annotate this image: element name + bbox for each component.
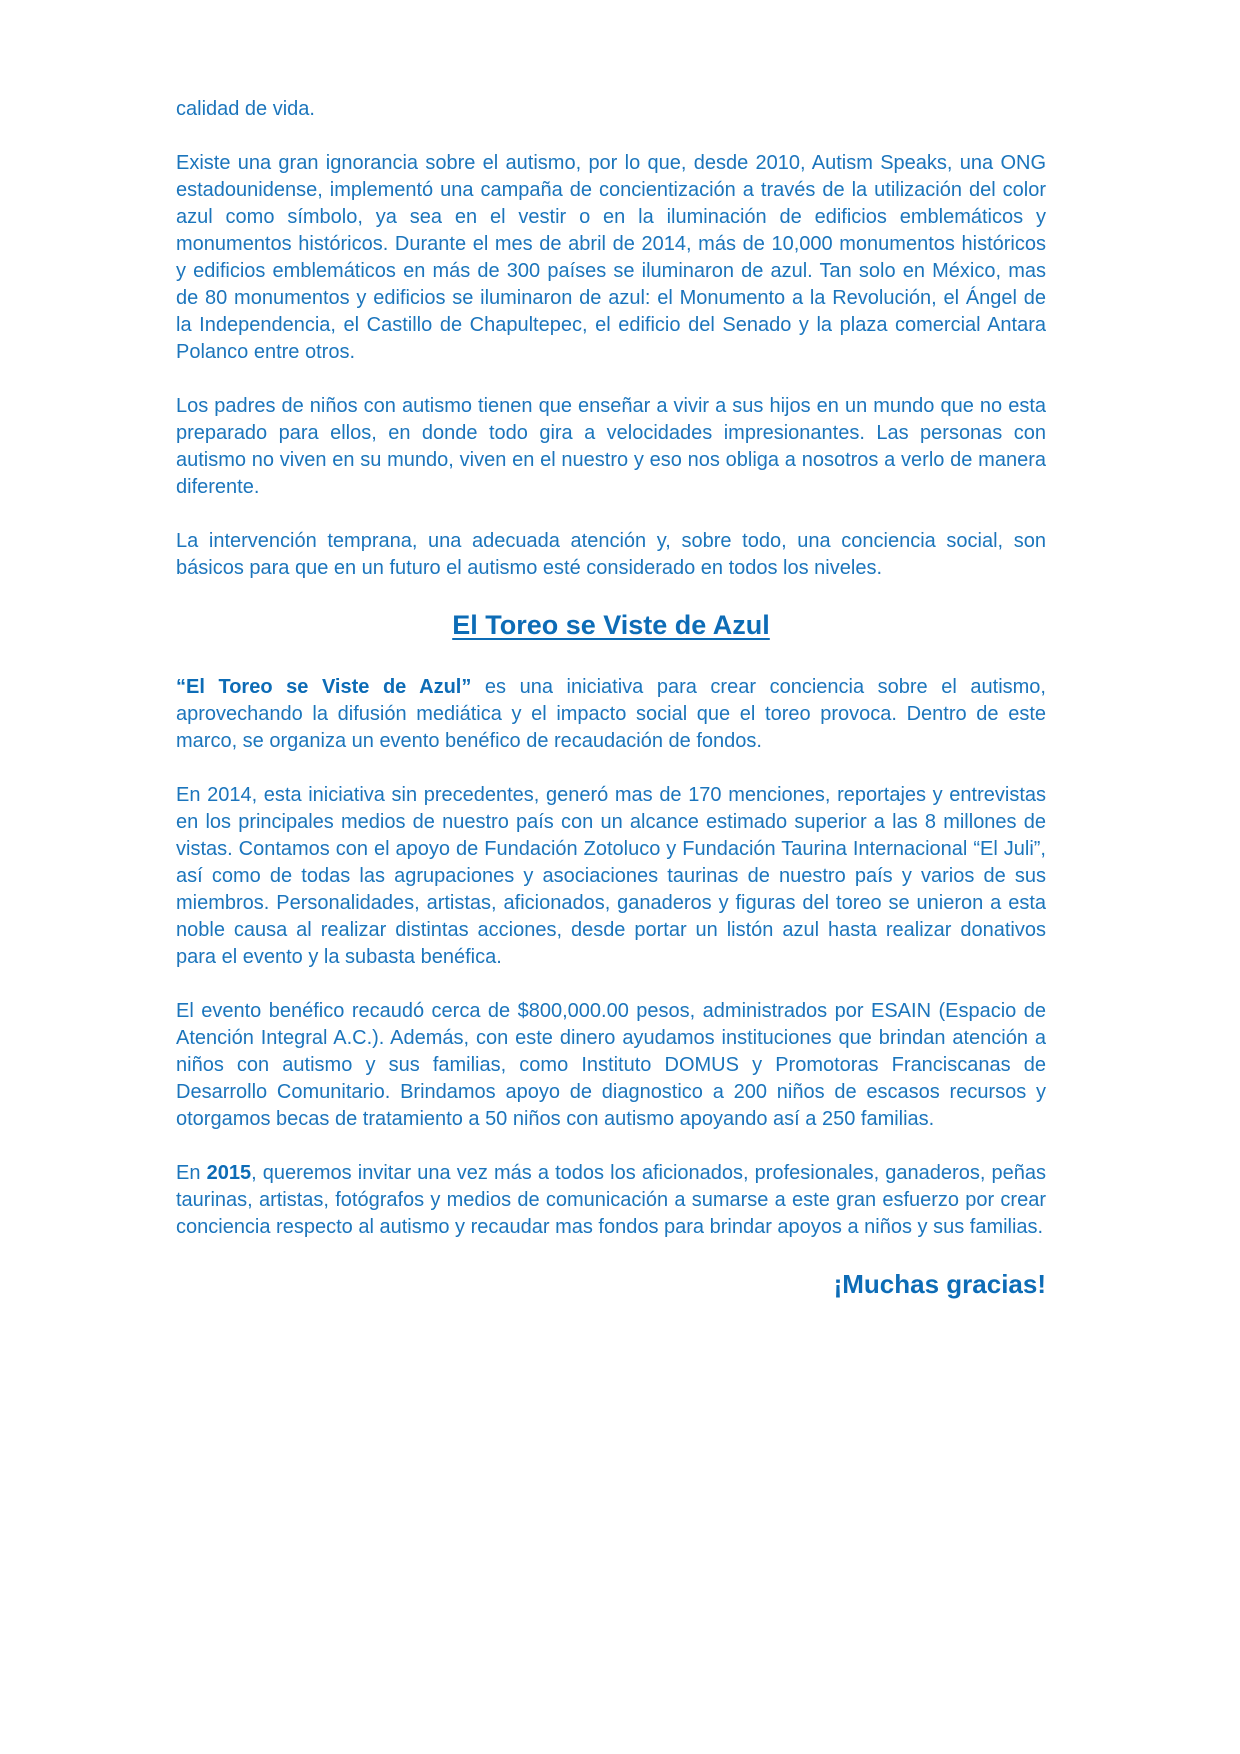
paragraph-padres-ninos: Los padres de niños con autismo tienen que enseñar a vivir a sus hijos en un mundo que no esta preparado para ellos, en donde todo gira a velocidades impresionantes. Las personas con autismo no viven en su mundo, viven en el nuestro y eso nos obliga a nosotros a verlo de manera diferente. [176,395,1046,498]
closing-thanks [176,1268,1046,1300]
bold-2015: 2015 [206,1162,252,1184]
paragraph-resultados-2014: En 2014, esta iniciativa sin precedentes, generó mas de 170 menciones, reportajes y entrevistas en los principales medios de nuestro país con un alcance estimado superior a las 8 millones de vistas. Contamos con el apoyo de Fundación Zotoluco y Fundación Taurina Internacional “El Juli”, así como de todas las agrupaciones y asociaciones taurinas de nuestro país y varios de sus miembros. Personalidades, artistas, aficionados, ganaderos y figuras del toreo se unieron a esta noble causa al realizar distintas acciones, desde portar un listón azul hasta realizar donativos para el evento y la subasta benéfica. [176,784,1046,968]
paragraph-2015-prefix: En [176,1162,207,1184]
section-heading-text: El Toreo se Viste de Azul [452,610,770,640]
paragraph-2015-rest: , queremos invitar una vez más a todos los aficionados, profesionales, ganaderos, peñas taurinas, artistas, fotógrafos y medios de comunicación a sumarse a este gran esfuerzo por crear conciencia respecto al autismo y recaudar mas fondos para brindar apoyos a niños y sus familias. [176,1162,1046,1238]
paragraph-intervencion-temprana: La intervención temprana, una adecuada atención y, sobre todo, una conciencia social, son básicos para que en un futuro el autismo esté considerado en todos los niveles. [176,530,1046,579]
section-heading-el-toreo [176,609,1046,641]
paragraph-iniciativa-rest: es una iniciativa para crear conciencia sobre el autismo, aprovechando la difusión mediática y el impacto social que el toreo provoca. Dentro de este marco, se organiza un evento benéfico de recaudación de fondos. [176,676,1046,752]
closing-thanks-text: ¡Muchas gracias! [833,1269,1046,1299]
paragraph-intro-fragment: calidad de vida. [176,98,315,120]
paragraph-evento-benefico: El evento benéfico recaudó cerca de $800,000.00 pesos, administrados por ESAIN (Espacio de Atención Integral A.C.). Además, con este dinero ayudamos instituciones que brindan atención a niños con autismo y sus familias, como Instituto DOMUS y Promotoras Franciscanas de Desarrollo Comunitario. Brindamos apoyo de diagnostico a 200 niños de escasos recursos y otorgamos becas de tratamiento a 50 niños con autismo apoyando así a 250 familias. [176,1000,1046,1130]
bold-el-toreo-quote: “El Toreo se Viste de Azul” [176,676,472,698]
paragraph-iniciativa [176,674,1046,755]
paragraph-invitacion-2015 [176,1160,1046,1241]
document-body [176,96,1046,1327]
paragraph-autism-speaks: Existe una gran ignorancia sobre el autismo, por lo que, desde 2010, Autism Speaks, una ONG estadounidense, implementó una campaña de concientización a través de la utilización del color azul como símbolo, ya sea en el vestir o en la iluminación de edificios emblemáticos y monumentos históricos. Durante el mes de abril de 2014, más de 10,000 monumentos históricos y edificios emblemáticos en más de 300 países se iluminaron de azul. Tan solo en México, mas de 80 monumentos y edificios se iluminaron de azul: el Monumento a la Revolución, el Ángel de la Independencia, el Castillo de Chapultepec, el edificio del Senado y la plaza comercial Antara Polanco entre otros. [176,152,1046,363]
